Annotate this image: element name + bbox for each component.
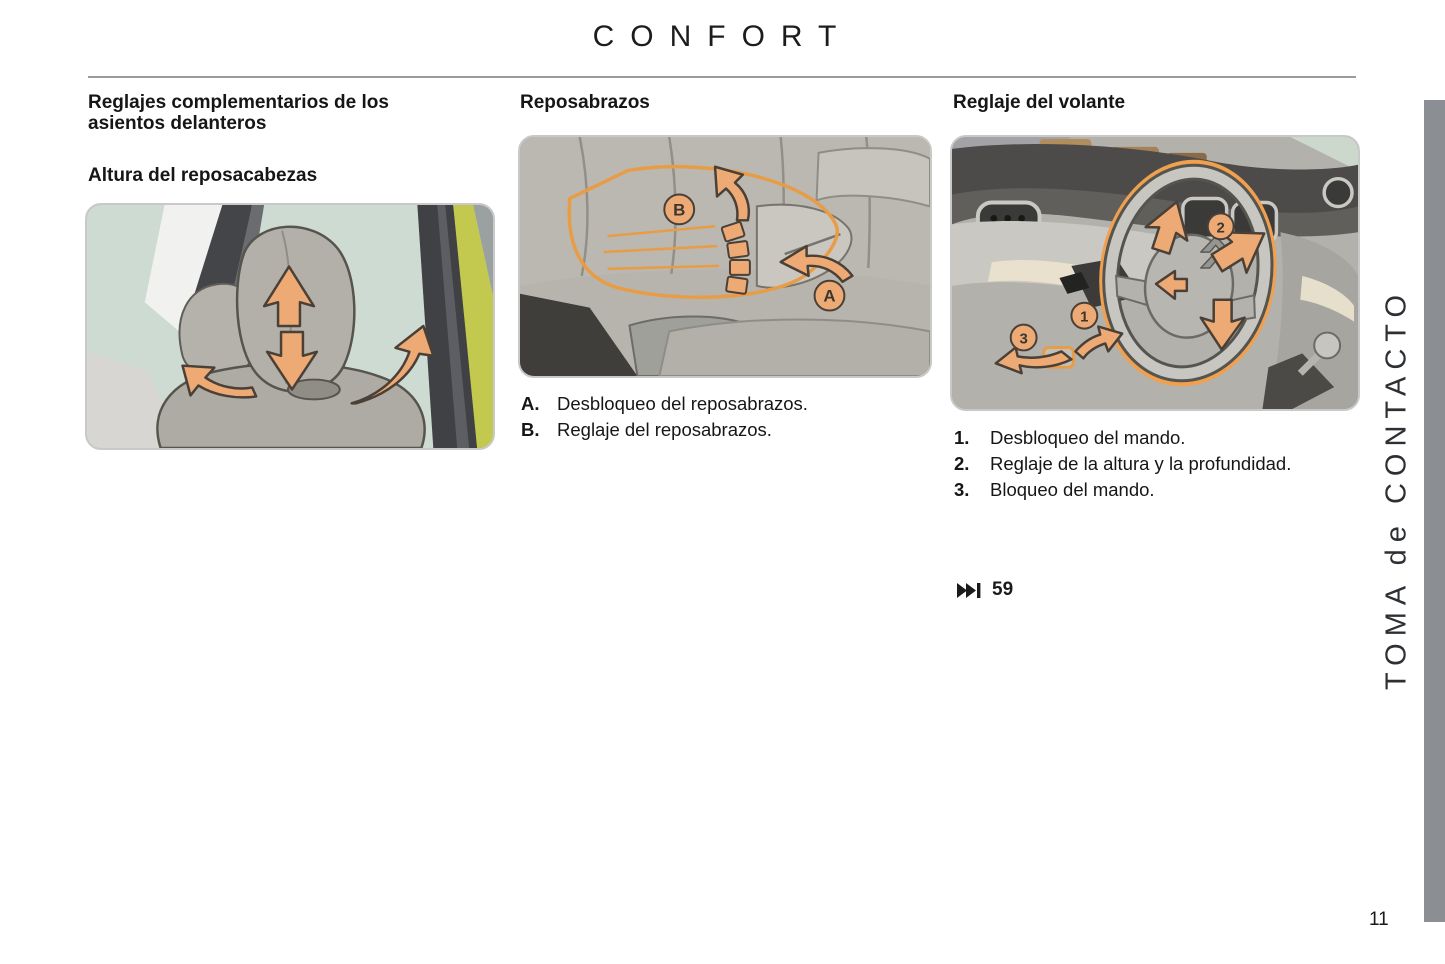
figure-steering-wheel-adjustment [950,135,1360,411]
steering-wheel-legend [954,425,1374,503]
figure-armrest-adjustment [518,135,932,378]
armrest-legend [521,391,941,443]
legend-text: Desbloqueo del reposabrazos. [557,393,808,414]
legend-item-1 [954,425,1374,451]
title-divider [88,76,1356,78]
subsection-heading-headrest-height: Altura del reposacabezas [88,165,318,186]
callout-badge-1 [1071,303,1097,329]
svg-text:3: 3 [1019,331,1028,348]
steering-wheel-illustration [952,137,1358,409]
legend-label: B. [521,419,540,440]
chapter-tab-bar [1424,100,1445,922]
svg-text:1: 1 [1080,309,1089,326]
legend-label: 3. [954,479,970,500]
skip-forward-icon [956,582,983,599]
legend-label: A. [521,393,540,414]
legend-text: Reglaje del reposabrazos. [557,419,772,440]
page-reference [956,579,1013,601]
legend-text: Desbloqueo del mando. [990,427,1186,448]
legend-text: Reglaje de la altura y la profundidad. [990,453,1292,474]
legend-label: 2. [954,453,970,474]
armrest-illustration [520,137,930,376]
page-number: 11 [1369,909,1389,930]
callout-badge-3 [1011,325,1037,351]
legend-item-3 [954,477,1374,503]
svg-text:2: 2 [1216,220,1225,237]
section-heading-steering-wheel: Reglaje del volante [953,92,1126,113]
reference-page-number: 59 [992,579,1014,600]
svg-text:B: B [673,200,686,220]
section-heading-front-seats: Reglajes complementarios de los asientos delanteros [88,92,389,134]
svg-text:A: A [823,286,836,306]
callout-badge-a [815,281,845,311]
legend-label: 1. [954,427,970,448]
chapter-tab-label: TOMA de CONTACTO [1380,287,1413,691]
callout-badge-2 [1208,213,1234,239]
page-title: CONFORT [592,20,853,53]
legend-item-2 [954,451,1374,477]
figure-headrest-adjustment [85,203,495,450]
side-air-vent [1324,179,1352,207]
callout-badge-b [664,195,694,225]
legend-item-a [521,391,941,417]
headrest-illustration [87,205,493,448]
section-heading-armrest: Reposabrazos [520,92,650,113]
legend-item-b [521,417,941,443]
legend-text: Bloqueo del mando. [990,479,1155,500]
